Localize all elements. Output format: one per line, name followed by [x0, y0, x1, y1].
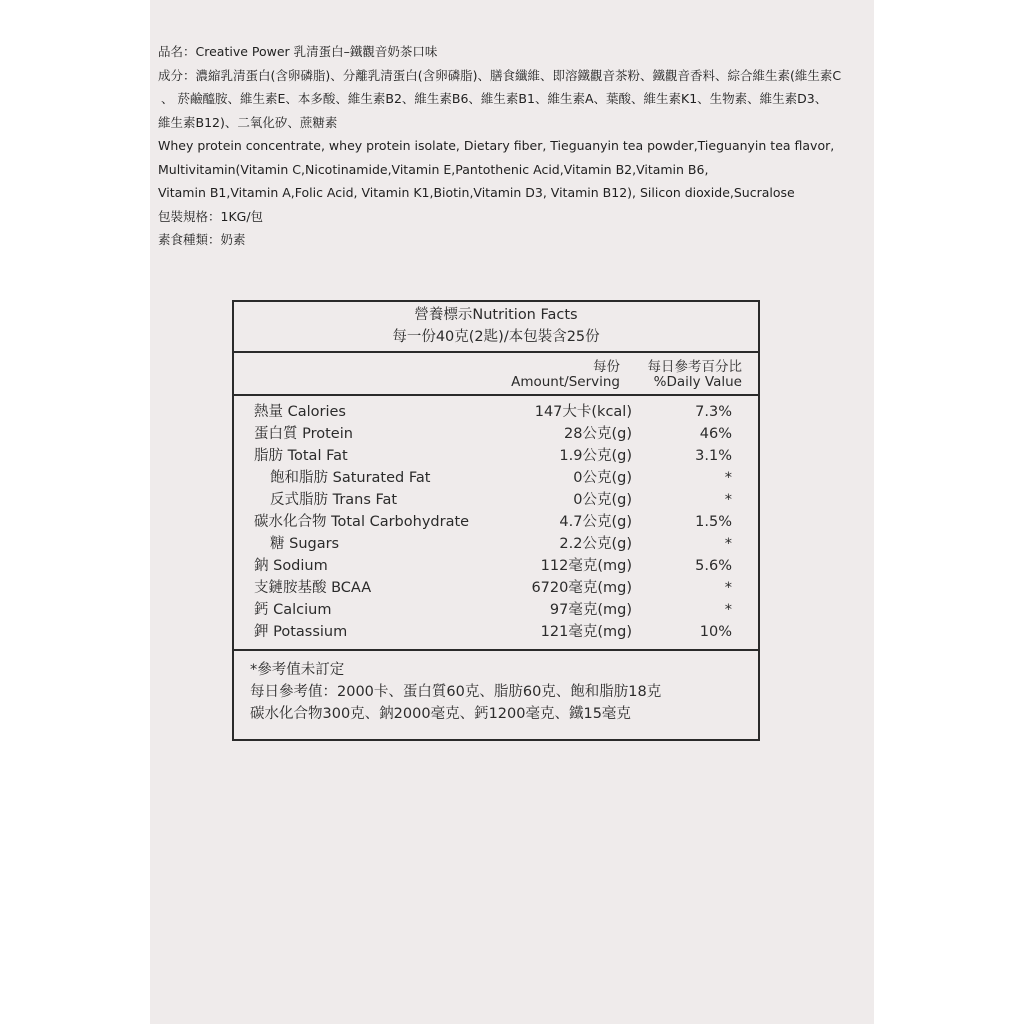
nutrient-name: 碳水化合物 Total Carbohydrate — [254, 514, 470, 530]
nutrient-daily-value: 1.5% — [695, 514, 732, 530]
nutrient-name: 蛋白質 Protein — [254, 426, 353, 442]
ingredients-zh-line-1: 成分：濃縮乳清蛋白(含卵磷脂)、分離乳清蛋白(含卵磷脂)、膳食纖維、即溶鐵觀音茶粉、鐵觀音香料、綜合維生素(維生素C — [158, 67, 842, 83]
nutrient-row — [234, 467, 758, 489]
nutrient-name: 飽和脂肪 Saturated Fat — [270, 470, 431, 486]
nutrient-row — [234, 533, 758, 555]
nutrient-name: 鈣 Calcium — [254, 602, 332, 618]
nutrient-daily-value: * — [724, 536, 732, 552]
daily-value-header-en: %Daily Value — [653, 374, 742, 390]
nutrient-daily-value: 5.6% — [695, 558, 732, 574]
nutrient-rows — [234, 396, 758, 651]
nutrient-amount: 147大卡(kcal) — [534, 404, 632, 420]
nutrient-row — [234, 445, 758, 467]
column-headers — [234, 353, 758, 396]
nutrient-row — [234, 599, 758, 621]
product-info-text — [158, 40, 870, 252]
nutrient-amount: 121毫克(mg) — [540, 624, 632, 640]
package-size-line: 包裝規格：1KG/包 — [158, 208, 264, 224]
ingredients-en-line-3: Vitamin B1,Vitamin A,Folic Acid, Vitamin K1,Biotin,Vitamin D3, Vitamin B12), Silicon dioxide,Sucralose — [158, 185, 795, 200]
nutrient-name: 反式脂肪 Trans Fat — [270, 492, 398, 508]
vegetarian-type-line: 素食種類：奶素 — [158, 232, 246, 247]
amount-header-zh: 每份 — [593, 359, 620, 375]
nutrition-facts-title: 營養標示Nutrition Facts — [414, 307, 578, 323]
nutrient-name: 支鏈胺基酸 BCAA — [254, 580, 372, 596]
nutrient-daily-value: 7.3% — [695, 404, 732, 420]
nutrient-row — [234, 401, 758, 423]
nutrient-name: 脂肪 Total Fat — [254, 448, 348, 464]
ingredients-en-line-1: Whey protein concentrate, whey protein isolate, Dietary fiber, Tieguanyin tea powder,Tieguanyin tea flavor, — [158, 138, 835, 153]
nutrition-facts-table — [232, 300, 760, 741]
nutrient-name: 熱量 Calories — [254, 404, 346, 420]
nutrient-amount: 97毫克(mg) — [549, 602, 632, 618]
nutrient-row — [234, 577, 758, 599]
amount-header-en: Amount/Serving — [511, 374, 620, 390]
nutrient-row — [234, 489, 758, 511]
nutrient-amount: 0公克(g) — [573, 492, 632, 508]
note-daily-reference-1: 每日參考值：2000卡、蛋白質60克、脂肪60克、飽和脂肪18克 — [250, 684, 662, 700]
nutrition-facts-header — [234, 302, 758, 353]
nutrient-row — [234, 423, 758, 445]
nutrient-amount: 112毫克(mg) — [540, 558, 632, 574]
nutrient-row — [234, 555, 758, 577]
ingredients-zh-line-3: 維生素B12)、二氧化矽、蔗糖素 — [158, 114, 338, 130]
ingredients-zh-line-2: 、 菸鹼醯胺、維生素E、本多酸、維生素B2、維生素B6、維生素B1、維生素A、葉酸、維生素K1、生物素、維生素D3、 — [161, 91, 828, 106]
serving-size: 每一份40克(2匙)/本包裝含25份 — [392, 329, 600, 345]
nutrient-amount: 0公克(g) — [573, 470, 632, 486]
nutrient-name: 糖 Sugars — [270, 536, 340, 552]
note-daily-reference-2: 碳水化合物300克、鈉2000毫克、鈣1200毫克、鐵15毫克 — [250, 706, 631, 722]
nutrient-daily-value: * — [724, 602, 732, 618]
nutrition-notes — [234, 651, 758, 725]
nutrient-amount: 4.7公克(g) — [559, 514, 632, 530]
note-reference-undefined: *參考值未訂定 — [250, 662, 345, 678]
nutrient-daily-value: 46% — [699, 426, 732, 442]
nutrient-name: 鈉 Sodium — [254, 558, 328, 574]
nutrient-amount: 2.2公克(g) — [559, 536, 632, 552]
nutrient-daily-value: * — [724, 580, 732, 596]
nutrient-daily-value: 3.1% — [695, 448, 732, 464]
ingredients-en-line-2: Multivitamin(Vitamin C,Nicotinamide,Vitamin E,Pantothenic Acid,Vitamin B2,Vitamin B6, — [158, 161, 709, 177]
nutrient-daily-value: * — [724, 492, 732, 508]
daily-value-header-zh: 每日參考百分比 — [647, 359, 742, 375]
nutrient-row — [234, 621, 758, 643]
nutrient-amount: 28公克(g) — [564, 426, 632, 442]
nutrient-daily-value: 10% — [699, 624, 732, 640]
nutrient-row — [234, 511, 758, 533]
nutrient-amount: 1.9公克(g) — [559, 448, 632, 464]
nutrient-daily-value: * — [724, 470, 732, 486]
product-name-line: 品名：Creative Power 乳清蛋白–鐵觀音奶茶口味 — [158, 44, 438, 59]
nutrient-amount: 6720毫克(mg) — [531, 580, 632, 596]
nutrient-name: 鉀 Potassium — [254, 624, 348, 640]
